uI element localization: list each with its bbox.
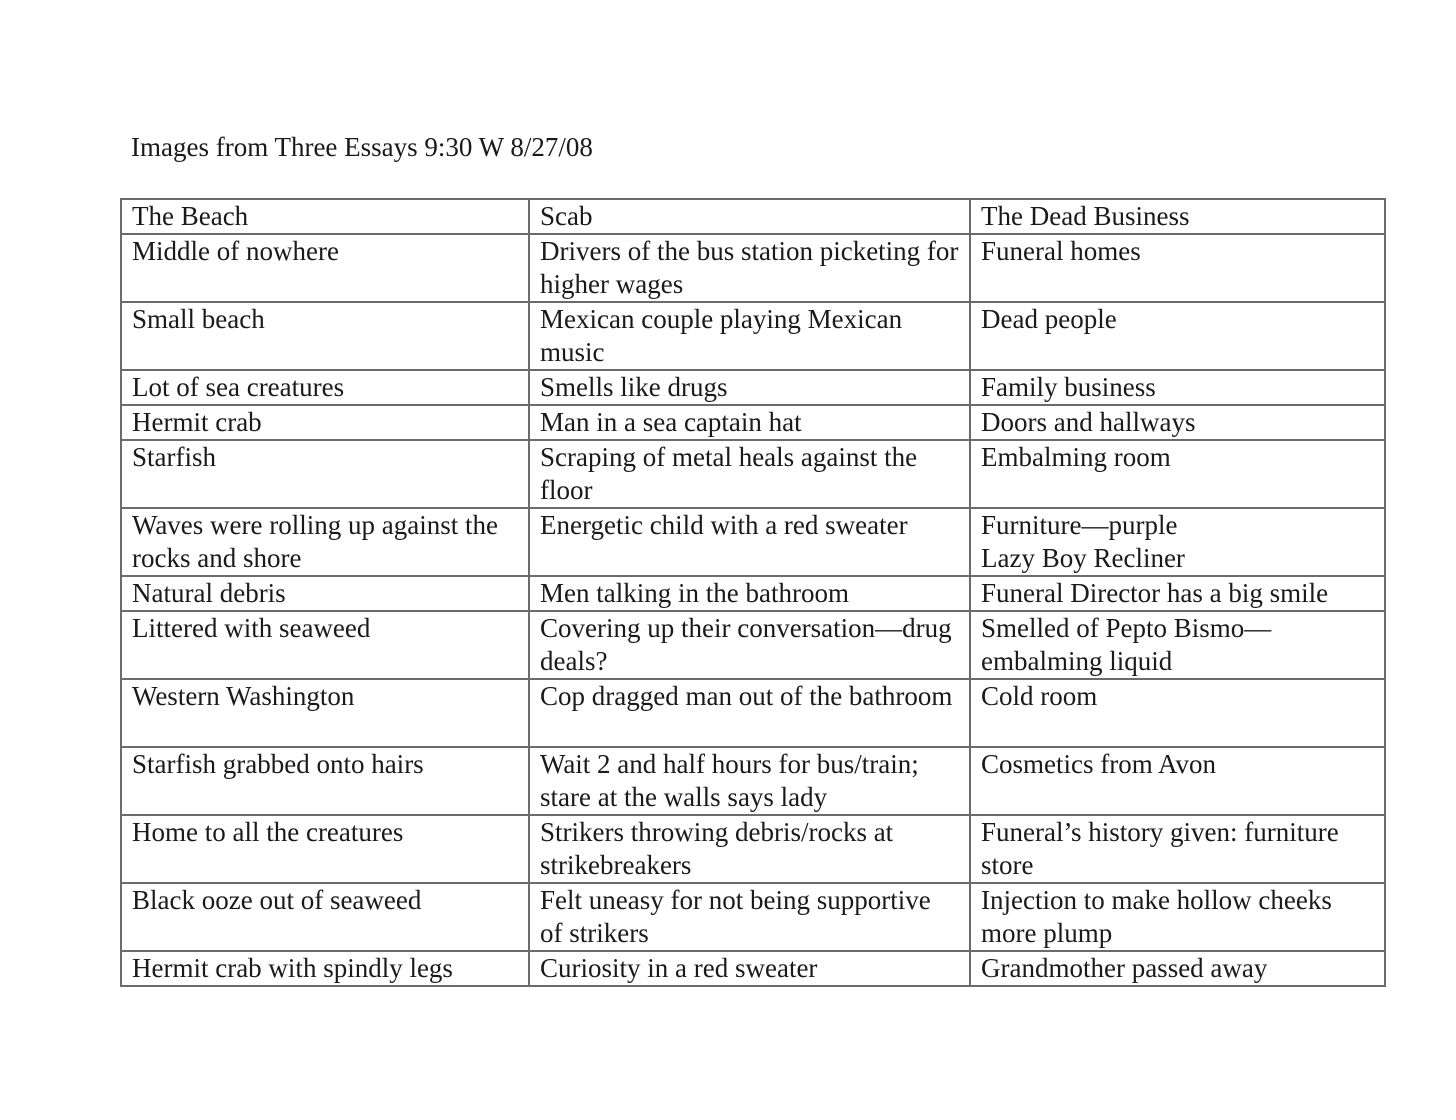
- table-row: [121, 611, 1385, 679]
- table-cell: Funeral Director has a big smile: [970, 576, 1385, 611]
- table-cell: Smells like drugs: [529, 370, 970, 405]
- table-cell: Scraping of metal heals against the floor: [529, 440, 970, 508]
- table-cell: Strikers throwing debris/rocks at strikebreakers: [529, 815, 970, 883]
- table-cell: Curiosity in a red sweater: [529, 951, 970, 986]
- table-cell: Wait 2 and half hours for bus/train; stare at the walls says lady: [529, 747, 970, 815]
- table-row: [121, 576, 1385, 611]
- table-row: [121, 302, 1385, 370]
- table-cell: Felt uneasy for not being supportive of strikers: [529, 883, 970, 951]
- table-cell: Waves were rolling up against the rocks and shore: [121, 508, 529, 576]
- header-cell: The Dead Business: [970, 199, 1385, 234]
- table-cell: Covering up their conversation—drug deals?: [529, 611, 970, 679]
- table-cell: Doors and hallways: [970, 405, 1385, 440]
- table-row: [121, 234, 1385, 302]
- table-row: [121, 440, 1385, 508]
- table-cell: Cop dragged man out of the bathroom: [529, 679, 970, 747]
- table-cell: Western Washington: [121, 679, 529, 747]
- table-cell: Energetic child with a red sweater: [529, 508, 970, 576]
- table-row: [121, 508, 1385, 576]
- table-cell: Dead people: [970, 302, 1385, 370]
- table-cell: Black ooze out of seaweed: [121, 883, 529, 951]
- table-row: [121, 679, 1385, 747]
- table-row: [121, 815, 1385, 883]
- table-cell: Family business: [970, 370, 1385, 405]
- table-cell: Funeral homes: [970, 234, 1385, 302]
- table-cell: Drivers of the bus station picketing for higher wages: [529, 234, 970, 302]
- table-cell: Man in a sea captain hat: [529, 405, 970, 440]
- table-row: [121, 883, 1385, 951]
- table-header-row: [121, 199, 1385, 234]
- table-cell: Middle of nowhere: [121, 234, 529, 302]
- table-row: [121, 951, 1385, 986]
- table-cell: Natural debris: [121, 576, 529, 611]
- table-cell: Lot of sea creatures: [121, 370, 529, 405]
- table-cell: Hermit crab: [121, 405, 529, 440]
- document-title: Images from Three Essays 9:30 W 8/27/08: [131, 132, 593, 162]
- table-row: [121, 405, 1385, 440]
- table-cell: Cosmetics from Avon: [970, 747, 1385, 815]
- table-cell: Cold room: [970, 679, 1385, 747]
- header-cell: The Beach: [121, 199, 529, 234]
- table-cell: Small beach: [121, 302, 529, 370]
- table-cell: Hermit crab with spindly legs: [121, 951, 529, 986]
- table-cell: Starfish grabbed onto hairs: [121, 747, 529, 815]
- table-cell: Starfish: [121, 440, 529, 508]
- table-row: [121, 370, 1385, 405]
- table-cell: Men talking in the bathroom: [529, 576, 970, 611]
- table-cell: Embalming room: [970, 440, 1385, 508]
- table-cell: Home to all the creatures: [121, 815, 529, 883]
- table-cell: Injection to make hollow cheeks more plump: [970, 883, 1385, 951]
- table-cell: Furniture—purple Lazy Boy Recliner: [970, 508, 1385, 576]
- table-cell: Funeral’s history given: furniture store: [970, 815, 1385, 883]
- table-row: [121, 747, 1385, 815]
- table-cell: Smelled of Pepto Bismo—embalming liquid: [970, 611, 1385, 679]
- table-cell: Grandmother passed away: [970, 951, 1385, 986]
- header-cell: Scab: [529, 199, 970, 234]
- table-cell: Mexican couple playing Mexican music: [529, 302, 970, 370]
- table-cell: Littered with seaweed: [121, 611, 529, 679]
- images-table: [120, 198, 1386, 987]
